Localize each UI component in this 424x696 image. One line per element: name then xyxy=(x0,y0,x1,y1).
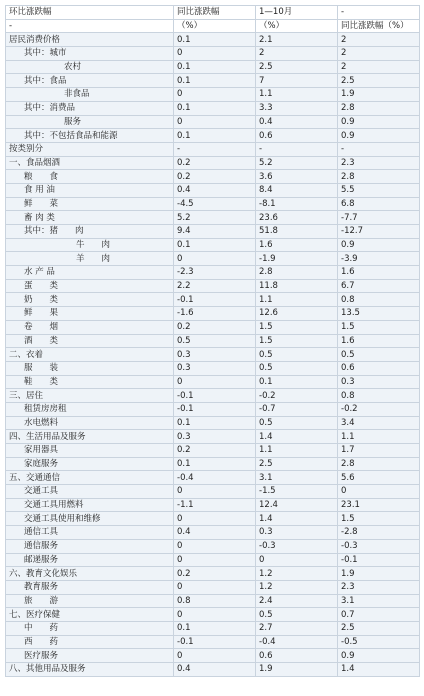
row-label-cell: 旅 游 xyxy=(6,594,174,608)
value-cell: 1.2 xyxy=(256,580,338,594)
table-row xyxy=(6,375,420,389)
value-cell: 1.6 xyxy=(338,266,420,280)
value-cell: 0 xyxy=(174,553,256,567)
value-cell: 0.6 xyxy=(338,361,420,375)
value-cell: 1.1 xyxy=(256,293,338,307)
value-cell: 0.1 xyxy=(174,416,256,430)
value-cell: 0.2 xyxy=(174,156,256,170)
value-cell: 0 xyxy=(174,88,256,102)
table-row xyxy=(6,129,420,143)
value-cell: -2.8 xyxy=(338,526,420,540)
row-label-cell: 牛 肉 xyxy=(6,238,174,252)
value-cell: 2.5 xyxy=(256,60,338,74)
value-cell: 0.2 xyxy=(174,170,256,184)
value-cell: 2 xyxy=(338,47,420,61)
row-label-cell: 三、居住 xyxy=(6,389,174,403)
value-cell: 0.2 xyxy=(174,320,256,334)
row-label-cell: 服务 xyxy=(6,115,174,129)
row-label-cell: 水电燃料 xyxy=(6,416,174,430)
value-cell: 2 xyxy=(338,33,420,47)
value-cell: 0.1 xyxy=(174,101,256,115)
value-cell: 0 xyxy=(174,115,256,129)
table-row xyxy=(6,88,420,102)
value-cell: 2.3 xyxy=(338,156,420,170)
table-row xyxy=(6,430,420,444)
value-cell: 12.4 xyxy=(256,498,338,512)
value-cell: 12.6 xyxy=(256,307,338,321)
value-cell: 0.1 xyxy=(256,375,338,389)
table-row xyxy=(6,416,420,430)
table-row xyxy=(6,156,420,170)
value-cell: -4.5 xyxy=(174,197,256,211)
row-label-cell: 居民消费价格 xyxy=(6,33,174,47)
value-cell: 1.1 xyxy=(256,444,338,458)
value-cell: 0.5 xyxy=(256,416,338,430)
header-cell: - xyxy=(338,6,420,20)
value-cell: -0.2 xyxy=(256,389,338,403)
value-cell: 5.2 xyxy=(256,156,338,170)
row-label-cell: 农村 xyxy=(6,60,174,74)
row-label-cell: 其中：不包括食品和能源 xyxy=(6,129,174,143)
value-cell: 2.1 xyxy=(256,33,338,47)
value-cell: 23.1 xyxy=(338,498,420,512)
value-cell: 0 xyxy=(174,485,256,499)
value-cell: -0.1 xyxy=(174,402,256,416)
value-cell: 5.6 xyxy=(338,471,420,485)
header-row xyxy=(6,19,420,33)
value-cell: 0 xyxy=(174,608,256,622)
row-label-cell: 二、衣着 xyxy=(6,348,174,362)
value-cell: 2.8 xyxy=(338,101,420,115)
value-cell: 0 xyxy=(174,47,256,61)
value-cell: 2.8 xyxy=(338,170,420,184)
table-row xyxy=(6,170,420,184)
value-cell: 3.1 xyxy=(338,594,420,608)
row-label-cell: 鲜 果 xyxy=(6,307,174,321)
row-label-cell: 粮 食 xyxy=(6,170,174,184)
value-cell: -0.5 xyxy=(338,635,420,649)
value-cell: 0 xyxy=(174,252,256,266)
row-label-cell: 五、交通通信 xyxy=(6,471,174,485)
row-label-cell: 奶 类 xyxy=(6,293,174,307)
value-cell: 0.5 xyxy=(256,348,338,362)
value-cell: -0.4 xyxy=(174,471,256,485)
row-label-cell: 租赁房房租 xyxy=(6,402,174,416)
header-cell: （%） xyxy=(174,19,256,33)
value-cell: 0.1 xyxy=(174,74,256,88)
header-cell: 同比涨跌幅（%） xyxy=(338,19,420,33)
table-row xyxy=(6,115,420,129)
table-row xyxy=(6,594,420,608)
table-row xyxy=(6,485,420,499)
row-label-cell: 服 装 xyxy=(6,361,174,375)
table-row xyxy=(6,580,420,594)
value-cell: 0.5 xyxy=(338,348,420,362)
value-cell: 2 xyxy=(338,60,420,74)
table-row xyxy=(6,512,420,526)
value-cell: 0.1 xyxy=(174,457,256,471)
row-label-cell: 其中：消费品 xyxy=(6,101,174,115)
value-cell: 1.1 xyxy=(338,430,420,444)
table-row xyxy=(6,252,420,266)
row-label-cell: 家用器具 xyxy=(6,444,174,458)
value-cell: 0.3 xyxy=(338,375,420,389)
table-row xyxy=(6,293,420,307)
value-cell: 0.9 xyxy=(338,115,420,129)
row-label-cell: 交通工具使用和维修 xyxy=(6,512,174,526)
value-cell: 1.2 xyxy=(256,567,338,581)
value-cell: 0.9 xyxy=(338,238,420,252)
header-cell: 1—10月 xyxy=(256,6,338,20)
row-label-cell: 家庭服务 xyxy=(6,457,174,471)
value-cell: 1.1 xyxy=(256,88,338,102)
value-cell: 11.8 xyxy=(256,279,338,293)
row-label-cell: 通信服务 xyxy=(6,539,174,553)
value-cell: 0.3 xyxy=(256,526,338,540)
value-cell: 3.6 xyxy=(256,170,338,184)
table-row xyxy=(6,225,420,239)
value-cell: 2.7 xyxy=(256,621,338,635)
table-row xyxy=(6,663,420,677)
value-cell: -0.7 xyxy=(256,402,338,416)
value-cell: 13.5 xyxy=(338,307,420,321)
row-label-cell: 一、食品烟酒 xyxy=(6,156,174,170)
table-row xyxy=(6,621,420,635)
value-cell: 0.6 xyxy=(256,649,338,663)
table-row xyxy=(6,457,420,471)
value-cell: 1.9 xyxy=(338,88,420,102)
value-cell: 2.2 xyxy=(174,279,256,293)
value-cell: 6.7 xyxy=(338,279,420,293)
table-row xyxy=(6,608,420,622)
value-cell: 1.9 xyxy=(338,567,420,581)
table-row xyxy=(6,539,420,553)
value-cell: 0.9 xyxy=(338,649,420,663)
value-cell: -0.3 xyxy=(256,539,338,553)
table-row xyxy=(6,649,420,663)
value-cell: -2.3 xyxy=(174,266,256,280)
row-label-cell: 七、医疗保健 xyxy=(6,608,174,622)
value-cell: 0 xyxy=(256,553,338,567)
value-cell: -0.1 xyxy=(174,389,256,403)
row-label-cell: 按类别分 xyxy=(6,142,174,156)
value-cell: 2.5 xyxy=(338,74,420,88)
row-label-cell: 交通工具 xyxy=(6,485,174,499)
value-cell: 1.4 xyxy=(338,663,420,677)
table-row xyxy=(6,498,420,512)
value-cell: 1.4 xyxy=(256,512,338,526)
value-cell: 0 xyxy=(174,512,256,526)
value-cell: 1.7 xyxy=(338,444,420,458)
row-label-cell: 非食品 xyxy=(6,88,174,102)
table-row xyxy=(6,553,420,567)
value-cell: - xyxy=(174,142,256,156)
table-row xyxy=(6,238,420,252)
value-cell: - xyxy=(256,142,338,156)
table-row xyxy=(6,567,420,581)
row-label-cell: 邮递服务 xyxy=(6,553,174,567)
value-cell: 9.4 xyxy=(174,225,256,239)
value-cell: 1.6 xyxy=(338,334,420,348)
table-row xyxy=(6,307,420,321)
table-row xyxy=(6,266,420,280)
row-label-cell: 酒 类 xyxy=(6,334,174,348)
value-cell: 2.4 xyxy=(256,594,338,608)
value-cell: 2.3 xyxy=(338,580,420,594)
value-cell: 0.1 xyxy=(174,33,256,47)
value-cell: -7.7 xyxy=(338,211,420,225)
table-row xyxy=(6,183,420,197)
cpi-table xyxy=(5,5,420,677)
table-row xyxy=(6,389,420,403)
row-label-cell: 交通工具用燃料 xyxy=(6,498,174,512)
cpi-table-container xyxy=(5,5,419,677)
value-cell: 6.8 xyxy=(338,197,420,211)
value-cell: -1.6 xyxy=(174,307,256,321)
value-cell: 0.3 xyxy=(174,430,256,444)
table-body xyxy=(6,6,420,677)
table-row xyxy=(6,320,420,334)
value-cell: 0 xyxy=(174,580,256,594)
value-cell: 1.9 xyxy=(256,663,338,677)
value-cell: -1.1 xyxy=(174,498,256,512)
value-cell: 1.5 xyxy=(338,512,420,526)
value-cell: 1.6 xyxy=(256,238,338,252)
value-cell: 2.8 xyxy=(338,457,420,471)
value-cell: 1.5 xyxy=(256,320,338,334)
value-cell: -0.1 xyxy=(174,635,256,649)
table-row xyxy=(6,635,420,649)
row-label-cell: 通信工具 xyxy=(6,526,174,540)
value-cell: 0.8 xyxy=(174,594,256,608)
value-cell: 0 xyxy=(174,539,256,553)
header-cell: （%） xyxy=(256,19,338,33)
value-cell: 23.6 xyxy=(256,211,338,225)
table-row xyxy=(6,471,420,485)
value-cell: - xyxy=(338,142,420,156)
value-cell: 51.8 xyxy=(256,225,338,239)
table-row xyxy=(6,33,420,47)
table-row xyxy=(6,142,420,156)
value-cell: 0.9 xyxy=(338,129,420,143)
row-label-cell: 鲜 菜 xyxy=(6,197,174,211)
value-cell: 0.5 xyxy=(256,361,338,375)
value-cell: 0.2 xyxy=(174,567,256,581)
table-row xyxy=(6,74,420,88)
row-label-cell: 四、生活用品及服务 xyxy=(6,430,174,444)
table-row xyxy=(6,101,420,115)
value-cell: 0.4 xyxy=(174,526,256,540)
header-row xyxy=(6,6,420,20)
table-row xyxy=(6,444,420,458)
value-cell: 0.6 xyxy=(256,129,338,143)
table-row xyxy=(6,402,420,416)
value-cell: -3.9 xyxy=(338,252,420,266)
value-cell: 0.1 xyxy=(174,238,256,252)
value-cell: 5.5 xyxy=(338,183,420,197)
value-cell: 0.2 xyxy=(174,444,256,458)
row-label-cell: 卷 烟 xyxy=(6,320,174,334)
value-cell: 0.8 xyxy=(338,293,420,307)
value-cell: 0.8 xyxy=(338,389,420,403)
value-cell: 0.1 xyxy=(174,129,256,143)
header-cell: - xyxy=(6,19,174,33)
table-row xyxy=(6,47,420,61)
value-cell: 0.5 xyxy=(174,334,256,348)
value-cell: 1.5 xyxy=(338,320,420,334)
value-cell: 3.3 xyxy=(256,101,338,115)
table-row xyxy=(6,279,420,293)
value-cell: 3.4 xyxy=(338,416,420,430)
row-label-cell: 畜 肉 类 xyxy=(6,211,174,225)
value-cell: -1.5 xyxy=(256,485,338,499)
value-cell: -0.1 xyxy=(174,293,256,307)
value-cell: 0.5 xyxy=(256,608,338,622)
table-row xyxy=(6,526,420,540)
header-cell: 环比涨跌幅 xyxy=(6,6,174,20)
value-cell: -1.9 xyxy=(256,252,338,266)
value-cell: 0.4 xyxy=(174,663,256,677)
value-cell: 0.7 xyxy=(338,608,420,622)
value-cell: 0.1 xyxy=(174,621,256,635)
row-label-cell: 西 药 xyxy=(6,635,174,649)
value-cell: 2 xyxy=(256,47,338,61)
header-cell: 同比涨跌幅 xyxy=(174,6,256,20)
value-cell: -0.4 xyxy=(256,635,338,649)
value-cell: -12.7 xyxy=(338,225,420,239)
row-label-cell: 羊 肉 xyxy=(6,252,174,266)
value-cell: 0.3 xyxy=(174,348,256,362)
row-label-cell: 八、其他用品及服务 xyxy=(6,663,174,677)
row-label-cell: 水 产 品 xyxy=(6,266,174,280)
value-cell: 0.3 xyxy=(174,361,256,375)
value-cell: 0 xyxy=(338,485,420,499)
value-cell: 1.5 xyxy=(256,334,338,348)
row-label-cell: 其中：猪 肉 xyxy=(6,225,174,239)
value-cell: 8.4 xyxy=(256,183,338,197)
row-label-cell: 六、教育文化娱乐 xyxy=(6,567,174,581)
table-row xyxy=(6,348,420,362)
value-cell: 2.5 xyxy=(256,457,338,471)
table-row xyxy=(6,334,420,348)
value-cell: 1.4 xyxy=(256,430,338,444)
row-label-cell: 鞋 类 xyxy=(6,375,174,389)
value-cell: 7 xyxy=(256,74,338,88)
value-cell: 0 xyxy=(174,649,256,663)
table-row xyxy=(6,361,420,375)
row-label-cell: 医疗服务 xyxy=(6,649,174,663)
row-label-cell: 蛋 类 xyxy=(6,279,174,293)
value-cell: -8.1 xyxy=(256,197,338,211)
row-label-cell: 中 药 xyxy=(6,621,174,635)
value-cell: 0 xyxy=(174,375,256,389)
table-row xyxy=(6,197,420,211)
value-cell: 0.4 xyxy=(256,115,338,129)
value-cell: 3.1 xyxy=(256,471,338,485)
row-label-cell: 其中：城市 xyxy=(6,47,174,61)
value-cell: 2.5 xyxy=(338,621,420,635)
table-row xyxy=(6,60,420,74)
value-cell: 2.8 xyxy=(256,266,338,280)
row-label-cell: 教育服务 xyxy=(6,580,174,594)
value-cell: 5.2 xyxy=(174,211,256,225)
table-row xyxy=(6,211,420,225)
value-cell: -0.2 xyxy=(338,402,420,416)
value-cell: -0.1 xyxy=(338,553,420,567)
value-cell: 0.1 xyxy=(174,60,256,74)
value-cell: 0.4 xyxy=(174,183,256,197)
value-cell: -0.3 xyxy=(338,539,420,553)
row-label-cell: 食 用 油 xyxy=(6,183,174,197)
row-label-cell: 其中：食品 xyxy=(6,74,174,88)
